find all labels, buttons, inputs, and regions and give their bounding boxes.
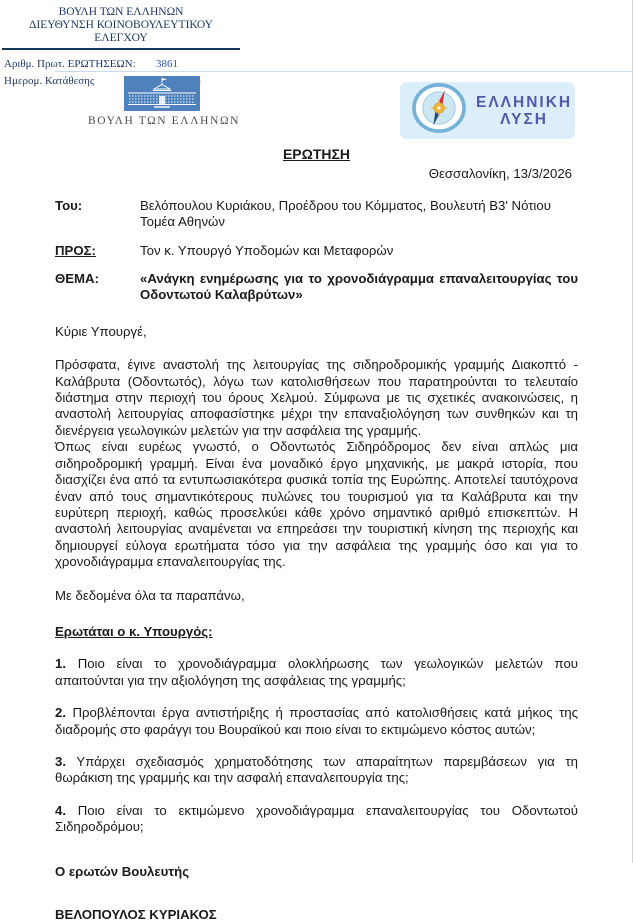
question-text: Προβλέπονται έργα αντιστήριξης ή προστασίας από κατολισθήσεις κατά μήκος της διαδρομής στο φαράγγι του Βουραϊκού και ποιο είναι το εκτιμώμενο κόστος αυτών; [55, 705, 578, 737]
question-item [55, 656, 578, 689]
question-item [55, 705, 578, 738]
document-title: ΕΡΩΤΗΣΗ [282, 146, 351, 162]
party-name-line1: ΕΛΛΗΝΙΚΗ [476, 93, 573, 111]
question-item [55, 754, 578, 787]
deposit-date-label: Ημερομ. Κατάθεσης [4, 75, 95, 87]
question-text: Υπάρχει σχεδιασμός χρηματοδότησης των απαραίτητων παρεμβάσεων για τη θωράκιση της γραμμής και την ασφαλή επαναλειτουργία της; [55, 753, 578, 786]
to-text: Τον κ. Υπουργό Υποδομών και Μεταφορών [140, 242, 394, 258]
party-name [476, 94, 572, 128]
question-text: Ποιο είναι το εκτιμώμενο χρονοδιάγραμμα επαναλειτουργίας του Οδοντωτού Σιδηροδρόμου; [55, 802, 578, 835]
question-number: 4. [55, 802, 66, 818]
letter-body [55, 146, 578, 923]
recipient-block [55, 198, 578, 304]
compass-icon [411, 83, 467, 138]
to-label: ΠΡΟΣ: [55, 242, 96, 258]
org-name: ΒΟΥΛΗ ΤΩΝ ΕΛΛΗΝΩΝ [58, 6, 184, 18]
question-number: 2. [55, 705, 66, 721]
parliament-logo [88, 76, 241, 127]
signatory-name: ΒΕΛΟΠΟΥΛΟΣ ΚΥΡΙΑΚΟΣ [55, 907, 217, 922]
parliament-building-icon [124, 76, 200, 111]
signatory-role: Ο ερωτών Βουλευτής [55, 863, 190, 879]
dateline: Θεσσαλονίκη, 13/3/2026 [428, 166, 572, 182]
org-department: ΔΙΕΥΘΥΝΣΗ ΚΟΙΝΟΒΟΥΛΕΥΤΙΚΟΥ ΕΛΕΓΧΟΥ [29, 19, 213, 44]
subject-text: «Ανάγκη ενημέρωσης για το χρονοδιάγραμμα επαναλειτουργίας του Οδοντωτού Καλαβρύτων» [140, 271, 578, 303]
protocol-number: 3861 [156, 58, 178, 70]
from-label: Του: [55, 197, 83, 213]
from-text: Βελόπουλου Κυριάκου, Προέδρου του Κόμματος, Βουλευτή Β3' Νότιου Τομέα Αθηνών [140, 197, 551, 230]
gov-header [2, 6, 240, 87]
subject-label: ΘΕΜΑ: [55, 271, 99, 287]
paragraph-2: Όπως είναι ευρέως γνωστό, ο Οδοντωτός Σιδηρόδρομος δεν είναι απλώς μια σιδηροδρομική γραμμή. Είναι ένα μοναδικό έργο μηχανικής, με μακρά ιστορία, που διασχίζει ένα από τα εντυπωσιακότερα φυσικά τοπία της Ευρώπης. Αποτελεί ταυτόχρονα έναν από τους σημαντικότερους πυλώνες του τουρισμού για τα Καλάβρυτα και την ευρύτερη περιοχή, καθώς προσελκύει κάθε χρόνο σημαντικό αριθμό επισκεπτών. Η αναστολή λειτουργίας αναμένεται να επηρεάσει την τουριστική κίνηση της περιοχής και δημιουργεί εύλογα ερωτήματα τόσο για την ασφάλεια της γραμμής όσο και για το χρονοδιάγραμμα επαναλειτουργίας της. [55, 439, 578, 570]
question-number: 3. [55, 753, 66, 769]
protocol-label: Αριθμ. Πρωτ. ΕΡΩΤΗΣΕΩΝ: [4, 58, 136, 70]
party-logo [400, 82, 575, 139]
party-name-line2: ΛΥΣΗ [500, 110, 548, 128]
questions-heading: Ερωτάται ο κ. Υπουργός: [55, 623, 213, 639]
lead-in: Με δεδομένα όλα τα παραπάνω, [55, 587, 245, 603]
parliament-logo-caption: ΒΟΥΛΗ ΤΩΝ ΕΛΛΗΝΩΝ [88, 115, 241, 127]
separator-line [55, 71, 632, 72]
paragraph-1: Πρόσφατα, έγινε αναστολή της λειτουργίας της σιδηροδρομικής γραμμής Διακοπτό - Καλάβρυτα (Οδοντωτός), λόγω των κατολισθήσεων που παρατηρούνται το τελευταίο διάστημα στην περιοχή του όρους Χελμού. Σύμφωνα με τις σχετικές ανακοινώσεις, η αναστολή λειτουργίας αποφασίστηκε μέχρι την επαναξιολόγηση των συνθηκών και τη διενέργεια γεωλογικών μελετών για την ασφάλεια της γραμμής. [55, 357, 578, 438]
question-item [55, 803, 578, 836]
salutation: Κύριε Υπουργέ, [55, 323, 147, 339]
question-number: 1. [55, 656, 66, 672]
question-text: Ποιο είναι το χρονοδιάγραμμα ολοκλήρωσης των γεωλογικών μελετών που απαιτούνται για την αξιολόγηση της ασφάλειας της γραμμής; [55, 656, 578, 688]
header-rule [2, 48, 240, 50]
